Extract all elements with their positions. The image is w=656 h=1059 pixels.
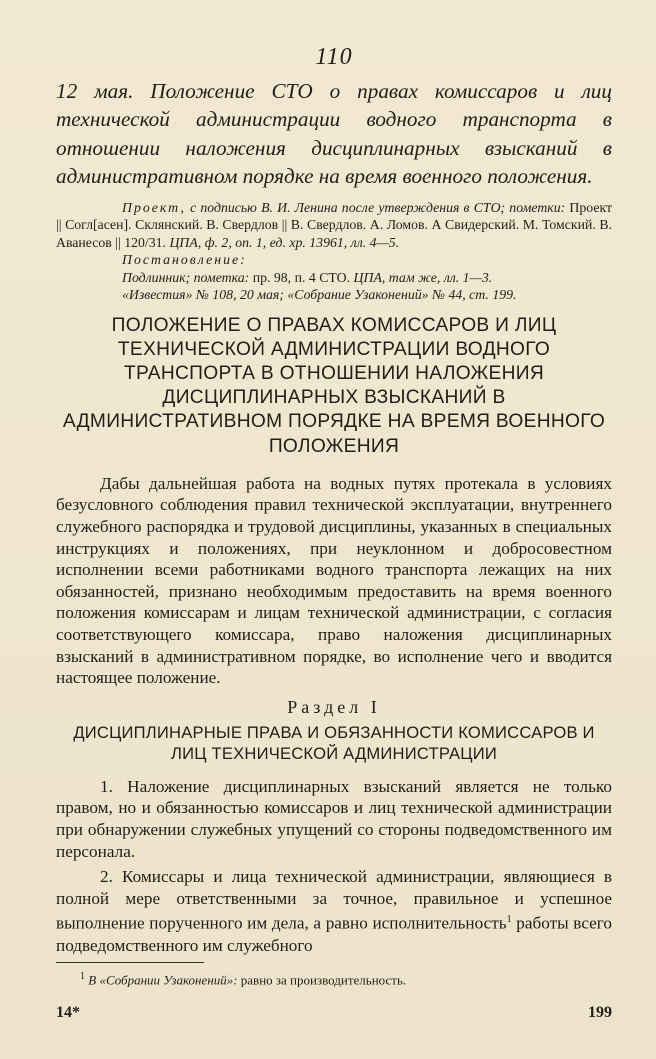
decree-note (56, 251, 612, 269)
decree-label: Постановление: (122, 252, 247, 268)
footnote-text: равно за производительность. (237, 972, 407, 988)
project-source: ЦПА, ф. 2, оп. 1, ед. хр. 13961, лл. 4—5. (169, 234, 400, 250)
page-number: 199 (588, 1004, 612, 1021)
document-number: 110 (315, 44, 353, 70)
paragraph-2-end: работы всего подведомственного им служебного (56, 914, 612, 955)
footnote-divider (56, 962, 204, 963)
page-footer (56, 1004, 612, 1022)
paragraph-1: 1. Наложение дисциплинарных взысканий является не только правом, но и обязанностью комиссаров и лиц технической администрации при обнаружении служебных упущений со стороны подведомственного им персонала. (56, 776, 612, 861)
project-signature: с подписью В. И. Ленина после утверждения в СТО; пометки: (190, 199, 566, 215)
project-note (56, 199, 612, 252)
document-heading: ПОЛОЖЕНИЕ О ПРАВАХ КОМИССАРОВ И ЛИЦ ТЕХНИЧЕСКОЙ АДМИНИСТРАЦИИ ВОДНОГО ТРАНСПОРТА В ОТНОШЕНИИ НАЛОЖЕНИЯ ДИСЦИПЛИНАРНЫХ ВЗЫСКАНИЙ В АДМИНИСТРАТИВНОМ ПОРЯДКЕ НА ВРЕМЯ ВОЕННОГО ПОЛОЖЕНИЯ (62, 314, 606, 457)
project-label: Проект, (122, 199, 186, 215)
footnote (56, 969, 612, 988)
preamble-paragraph: Дабы дальнейшая работа на водных путях протекала в условиях безусловного соблюдения правил технической эксплуатации, внутреннего служебного распорядка и трудовой дисциплины, указанных в специальных инструкциях и положениях, при неуклонном и добросовестном исполнении всеми работниками водного транспорта лежащих на них обязанностей, признано необходимым предоставить на время военного положения комиссарам и лицам технической администрации, с согласия соответствующего комиссара, право наложения дисциплинарных взысканий в административном порядке, во исполнение чего и вводится настоящее положение. (56, 473, 612, 688)
section-label: Раздел I (287, 696, 381, 717)
paragraph-2-start: 2. Комиссары и лица технической администрации, являющиеся в полной мере ответственными за точное, правильное и успешное выполнение порученного им дела, а равно исполнительность (56, 867, 612, 934)
document-title: 12 мая. Положение СТО о правах комиссаров и лиц технической администрации водного транспорта в отношении наложения дисциплинарных взысканий в административном порядке на время военного положения. (56, 79, 612, 189)
footnote-marker: 1 (80, 971, 85, 983)
original-label: Подлинник; пометка: (122, 269, 250, 285)
original-source: ЦПА, там же, лл. 1—3. (353, 269, 493, 285)
footnote-lead: В «Собрании Узаконений»: (88, 972, 238, 988)
archival-notes (56, 199, 612, 304)
original-text: пр. 98, п. 4 СТО. (252, 269, 351, 285)
paragraph-2 (56, 866, 612, 956)
printer-signature: 14* (56, 1004, 80, 1021)
section-title: ДИСЦИПЛИНАРНЫЕ ПРАВА И ОБЯЗАННОСТИ КОМИССАРОВ И ЛИЦ ТЕХНИЧЕСКОЙ АДМИНИСТРАЦИИ (73, 722, 595, 763)
footnote-reference: 1 (506, 914, 512, 926)
publication-note: «Известия» № 108, 20 мая; «Собрание Узаконений» № 44, ст. 199. (122, 287, 517, 303)
project-text: Проект || Согл[асен]. Склянский. В. Свердлов || В. Свердлов. А. Ломов. А Свидерский. М. Томский. В. Аванесов || 120/31. (56, 199, 613, 250)
original-note (56, 269, 612, 287)
